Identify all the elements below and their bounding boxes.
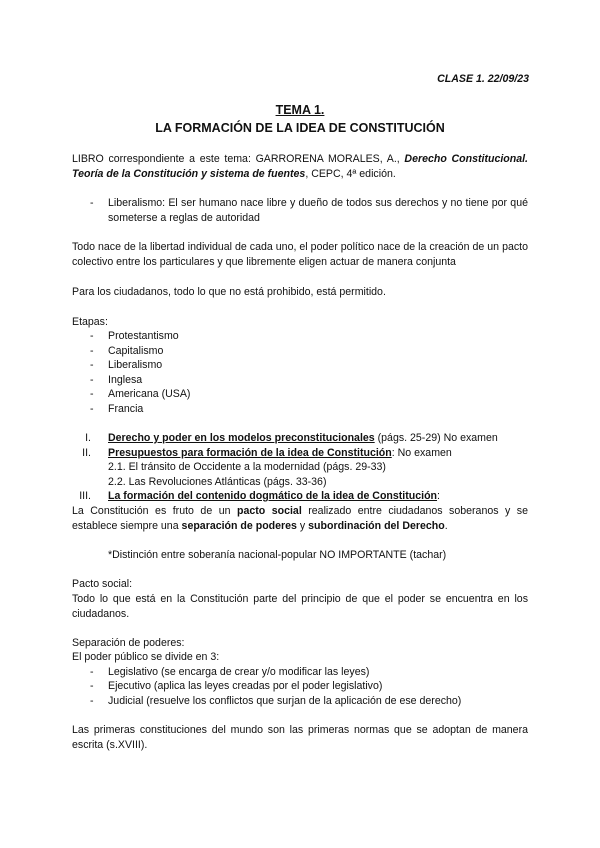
outline-subitem: 2.2. Las Revoluciones Atlánticas (págs. 33-36) bbox=[108, 476, 327, 488]
paragraph-constitucion bbox=[72, 504, 528, 533]
outline-note: (págs. 25-29) No examen bbox=[374, 432, 498, 444]
text-run: realizado entre ciudadanos soberanos y se establece siempre una bbox=[72, 505, 528, 532]
distincion-note: *Distinción entre soberanía nacional-popular NO IMPORTANTE (tachar) bbox=[108, 549, 447, 561]
book-title: Derecho Constitucional. Teoría de la Constitución y sistema de fuentes bbox=[72, 153, 529, 180]
etapas-label: Etapas: bbox=[72, 316, 108, 328]
class-date: CLASE 1. 22/09/23 bbox=[437, 73, 529, 85]
bullet-dash: - bbox=[90, 374, 94, 386]
list-item: Ejecutivo (aplica las leyes creadas por el poder legislativo) bbox=[108, 680, 383, 692]
paragraph-libertad: Todo nace de la libertad individual de cada uno, el poder político nace de la creación de un pacto colectivo entre los particulares y que libremente eligen actuar de manera conjunta bbox=[72, 241, 528, 268]
outline-title: La formación del contenido dogmático de la idea de Constitución bbox=[108, 490, 438, 502]
book-prefix: LIBRO correspondiente a este tema: GARRORENA MORALES, A., bbox=[72, 153, 405, 165]
emphasis-subordinacion-derecho: subordinación del Derecho bbox=[308, 519, 445, 532]
bullet-dash: - bbox=[90, 197, 94, 209]
list-item: Protestantismo bbox=[108, 330, 179, 342]
outline-title: Derecho y poder en los modelos preconstitucionales bbox=[108, 432, 375, 444]
bullet-dash: - bbox=[90, 388, 94, 400]
outline-heading bbox=[108, 446, 452, 461]
outline-note: : No examen bbox=[391, 447, 452, 459]
list-item: Inglesa bbox=[108, 374, 143, 386]
roman-numeral: II. bbox=[82, 447, 91, 459]
list-item: Legislativo (se encarga de crear y/o modificar las leyes) bbox=[108, 666, 370, 678]
paragraph-primeras: Las primeras constituciones del mundo son las primeras normas que se adoptan de manera escrita (s.XVIII). bbox=[72, 724, 528, 751]
paragraph-ciudadanos: Para los ciudadanos, todo lo que no está prohibido, está permitido. bbox=[72, 286, 386, 298]
bullet-dash: - bbox=[90, 695, 94, 707]
text-run: . bbox=[444, 519, 448, 532]
outline-note: : bbox=[437, 490, 440, 502]
emphasis-pacto-social: pacto social bbox=[236, 505, 302, 517]
emphasis-separacion-poderes: separación de poderes bbox=[181, 519, 297, 532]
bullet-dash: - bbox=[90, 330, 94, 342]
outline-subitem: 2.1. El tránsito de Occidente a la modernidad (págs. 29-33) bbox=[108, 461, 386, 473]
text-run: y bbox=[296, 519, 309, 532]
pacto-label: Pacto social: bbox=[72, 578, 133, 590]
separacion-intro: El poder público se divide en 3: bbox=[72, 651, 220, 663]
list-item: Francia bbox=[108, 403, 144, 415]
bullet-dash: - bbox=[90, 680, 94, 692]
list-item: Capitalismo bbox=[108, 345, 164, 357]
bullet-dash: - bbox=[90, 666, 94, 678]
roman-numeral: III. bbox=[79, 490, 91, 502]
bullet-dash: - bbox=[90, 403, 94, 415]
text-run: La Constitución es fruto de un bbox=[72, 505, 237, 517]
liberalismo-item: Liberalismo: El ser humano nace libre y dueño de todos sus derechos y no tiene por qué someterse a reglas de autoridad bbox=[108, 197, 528, 224]
topic-number: TEMA 1. bbox=[275, 103, 325, 117]
list-item: Americana (USA) bbox=[108, 388, 191, 400]
topic-title: LA FORMACIÓN DE LA IDEA DE CONSTITUCIÓN bbox=[155, 121, 445, 135]
bullet-dash: - bbox=[90, 345, 94, 357]
roman-numeral: I. bbox=[85, 432, 91, 444]
outline-heading bbox=[108, 431, 498, 446]
outline-title: Presupuestos para formación de la idea de Constitución bbox=[108, 447, 392, 459]
book-reference bbox=[72, 152, 528, 181]
list-item: Judicial (resuelve los conflictos que surjan de la aplicación de ese derecho) bbox=[108, 695, 462, 707]
pacto-text: Todo lo que está en la Constitución parte del principio de que el poder se encuentra en los ciudadanos. bbox=[72, 593, 528, 620]
book-suffix: , CEPC, 4ª edición. bbox=[305, 167, 396, 180]
list-item: Liberalismo bbox=[108, 359, 163, 371]
outline-heading bbox=[108, 489, 440, 504]
separacion-label: Separación de poderes: bbox=[72, 637, 185, 649]
bullet-dash: - bbox=[90, 359, 94, 371]
